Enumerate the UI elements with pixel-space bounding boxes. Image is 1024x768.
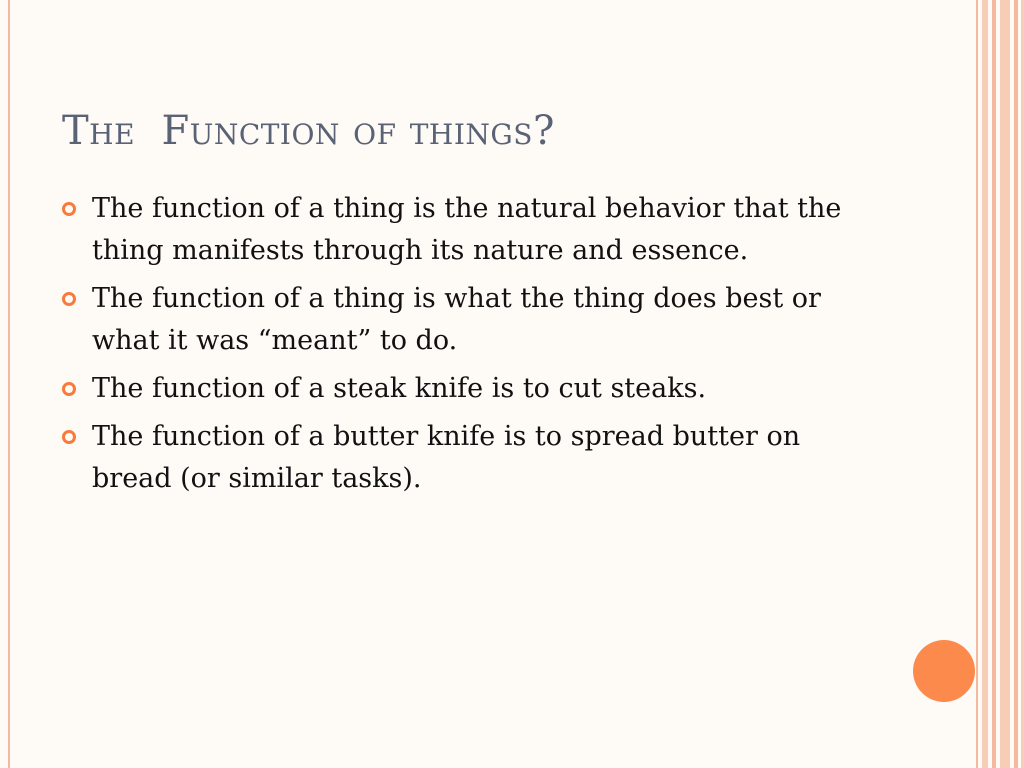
- right-decorative-stripes: [974, 0, 1024, 768]
- ring-bullet-icon: [62, 382, 76, 396]
- slide-title: The Function of things?: [62, 108, 555, 154]
- stripe: [1000, 0, 1010, 768]
- left-border-rule: [8, 0, 10, 768]
- ring-bullet-icon: [62, 202, 76, 216]
- stripe: [992, 0, 996, 768]
- bullet-item: [62, 416, 882, 500]
- bullet-item: [62, 278, 882, 362]
- bullet-item: [62, 188, 882, 272]
- bullet-text: The function of a thing is the natural behavior that the thing manifests through its nature and essence.: [92, 193, 842, 266]
- bullet-text: The function of a butter knife is to spread butter on bread (or similar tasks).: [92, 421, 801, 494]
- stripe: [982, 0, 988, 768]
- bullet-text: The function of a steak knife is to cut steaks.: [92, 373, 707, 404]
- stripe: [1014, 0, 1018, 768]
- ring-bullet-icon: [62, 430, 76, 444]
- bullet-list: [62, 188, 882, 506]
- stripe: [976, 0, 978, 768]
- bullet-item: [62, 368, 882, 410]
- orange-circle-icon: [913, 640, 975, 702]
- bullet-text: The function of a thing is what the thing does best or what it was “meant” to do.: [92, 283, 821, 356]
- ring-bullet-icon: [62, 292, 76, 306]
